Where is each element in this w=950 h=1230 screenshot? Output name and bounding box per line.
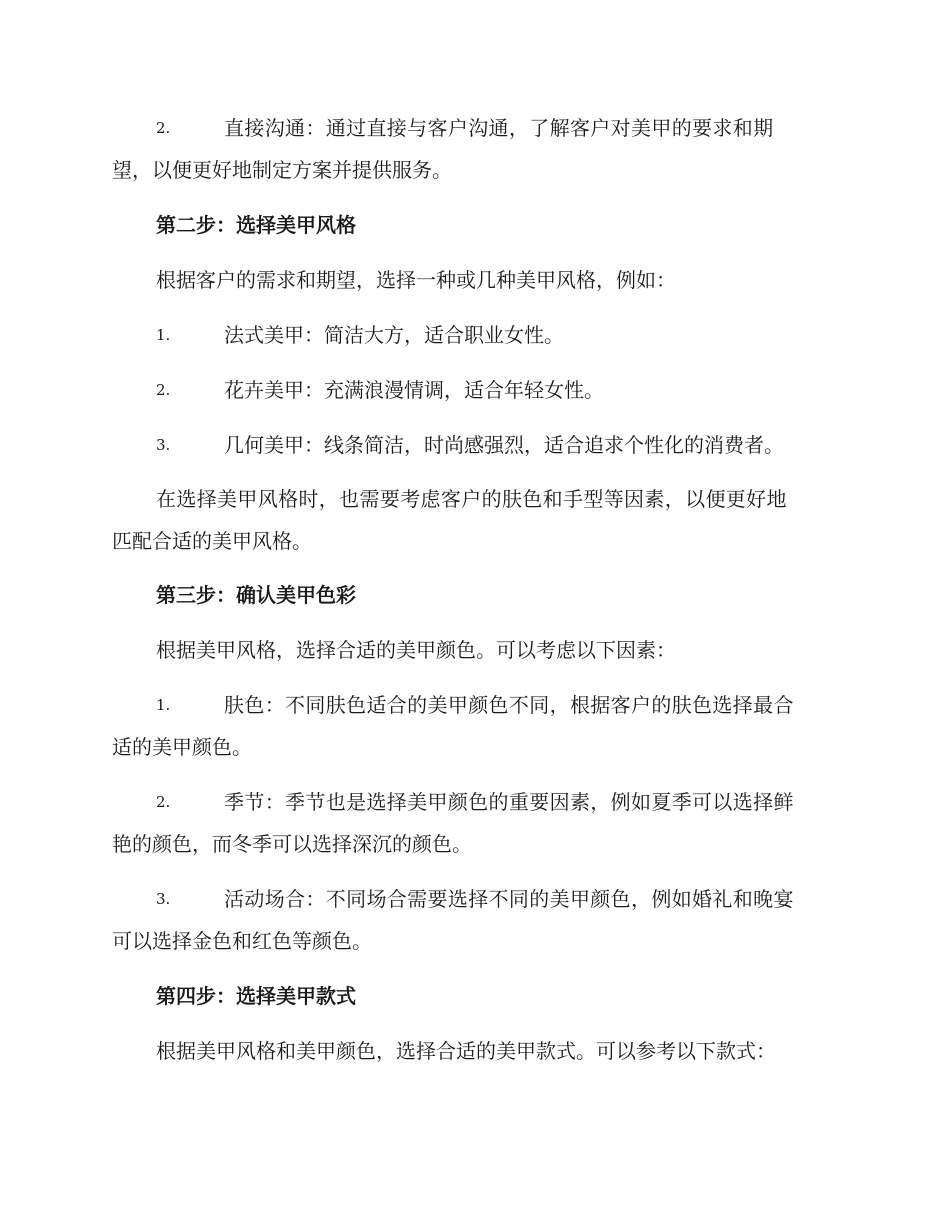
list-item-text: 肤色：不同肤色适合的美甲颜色不同，根据客户的肤色选择最合	[224, 693, 794, 717]
section-heading-step4: 第四步：选择美甲款式	[156, 984, 356, 1008]
list-number: 1.	[156, 696, 171, 714]
list-item-text: 法式美甲：简洁大方，适合职业女性。	[224, 323, 564, 347]
paragraph-intro: 根据美甲风格，选择合适的美甲颜色。可以考虑以下因素：	[156, 638, 676, 662]
paragraph-intro: 根据美甲风格和美甲颜色，选择合适的美甲款式。可以参考以下款式：	[156, 1039, 776, 1063]
list-item-continuation: 望，以便更好地制定方案并提供服务。	[112, 158, 452, 182]
list-number: 2.	[156, 793, 171, 811]
list-item-continuation: 可以选择金色和红色等颜色。	[112, 929, 372, 953]
list-item-continuation: 适的美甲颜色。	[112, 735, 252, 759]
list-number: 3.	[156, 436, 171, 454]
list-number: 2.	[156, 119, 171, 137]
list-item-text: 直接沟通：通过直接与客户沟通，了解客户对美甲的要求和期	[224, 116, 774, 140]
paragraph-note: 在选择美甲风格时，也需要考虑客户的肤色和手型等因素，以便更好地	[156, 487, 787, 511]
list-item-text: 几何美甲：线条简洁，时尚感强烈，适合追求个性化的消费者。	[224, 433, 784, 457]
paragraph-intro: 根据客户的需求和期望，选择一种或几种美甲风格，例如：	[156, 268, 676, 292]
paragraph-note-continuation: 匹配合适的美甲风格。	[112, 529, 312, 553]
list-item-text: 季节：季节也是选择美甲颜色的重要因素，例如夏季可以选择鲜	[224, 790, 794, 814]
list-item-text: 花卉美甲：充满浪漫情调，适合年轻女性。	[224, 378, 604, 402]
section-heading-step2: 第二步：选择美甲风格	[156, 213, 356, 237]
section-heading-step3: 第三步：确认美甲色彩	[156, 583, 356, 607]
list-item-continuation: 艳的颜色，而冬季可以选择深沉的颜色。	[112, 832, 472, 856]
list-number: 1.	[156, 326, 171, 344]
list-number: 3.	[156, 890, 171, 908]
list-number: 2.	[156, 381, 171, 399]
list-item-text: 活动场合：不同场合需要选择不同的美甲颜色，例如婚礼和晚宴	[224, 887, 794, 911]
